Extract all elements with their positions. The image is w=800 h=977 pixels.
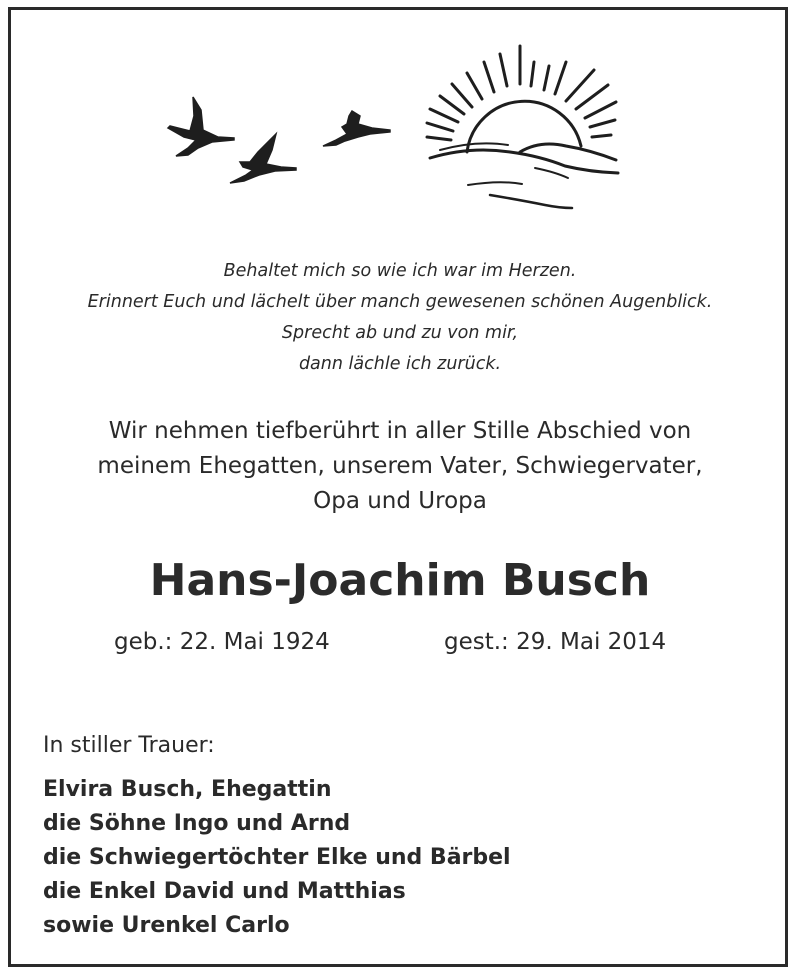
intro-line: meinem Ehegatten, unserem Vater, Schwiegervater, (97, 453, 703, 479)
intro-line: Opa und Uropa (313, 488, 487, 514)
mourning-heading: In stiller Trauer: (43, 733, 215, 758)
mourners-list (43, 773, 511, 943)
mourner-entry: die Söhne Ingo und Arnd (43, 811, 351, 836)
bird-icon (323, 111, 390, 146)
poem-line: Erinnert Euch und lächelt über manch gewesenen schönen Augenblick. (87, 292, 713, 312)
deceased-name: Hans-Joachim Busch (149, 555, 651, 606)
mourner-entry: Elvira Busch, Ehegattin (43, 777, 332, 802)
mourner-entry: die Enkel David und Matthias (43, 879, 406, 904)
poem-line: dann lächle ich zurück. (298, 354, 502, 374)
poem (0, 256, 800, 380)
poem-line: Sprecht ab und zu von mir, (281, 323, 519, 343)
birth-date: geb.: 22. Mai 1924 (114, 629, 330, 655)
intro-line: Wir nehmen tiefberührt in aller Stille Abschied von (108, 418, 692, 444)
hills-icon (430, 143, 618, 208)
sun-icon (427, 46, 616, 152)
bird-icon (230, 134, 296, 183)
mourner-entry: sowie Urenkel Carlo (43, 913, 290, 938)
mourner-entry: die Schwiegertöchter Elke und Bärbel (43, 845, 511, 870)
decorative-artwork (0, 0, 800, 240)
bird-icon (168, 97, 234, 156)
farewell-intro (0, 414, 800, 519)
poem-line: Behaltet mich so wie ich war im Herzen. (223, 261, 577, 281)
death-date: gest.: 29. Mai 2014 (444, 629, 667, 655)
